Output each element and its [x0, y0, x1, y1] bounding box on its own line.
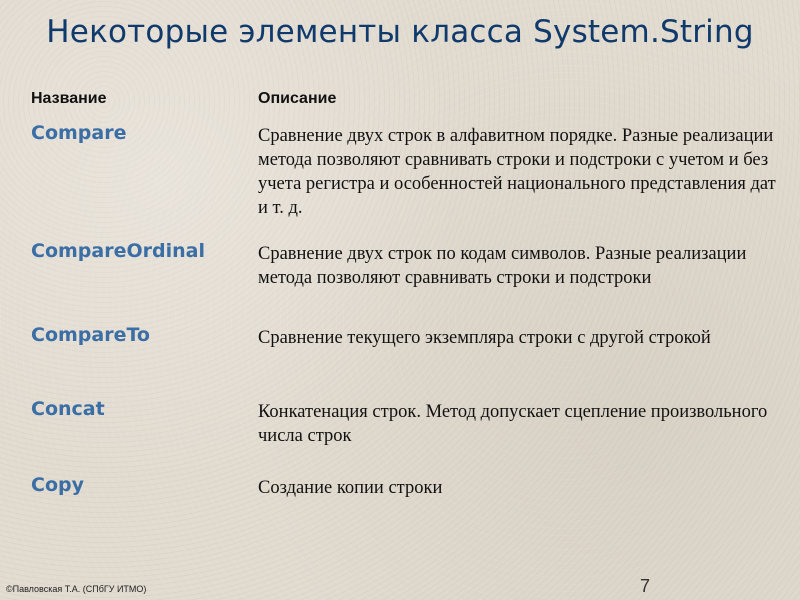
slide-title: Некоторые элементы класса System.String: [46, 14, 754, 50]
method-name: Compare: [31, 122, 127, 144]
page-number: 7: [640, 576, 651, 596]
method-description: Конкатенация строк. Метод допускает сцепление произвольного числа строк: [258, 402, 768, 446]
method-name: CompareOrdinal: [31, 240, 205, 262]
method-description: Создание копии строки: [258, 478, 443, 498]
method-description: Сравнение двух строк по кодам символов. Разные реализации метода позволяют сравнивать строки и подстроки: [258, 244, 747, 288]
method-description: Сравнение текущего экземпляра строки с другой строкой: [258, 328, 711, 348]
method-description: Сравнение двух строк в алфавитном порядке. Разные реализации метода позволяют сравнивать строки и подстроки с учетом и без учета регистра и особенностей национального представления дат и т. д.: [258, 126, 776, 218]
footer-credit: ©Павловская Т.А. (СПбГУ ИТМО): [6, 584, 147, 594]
method-name: Concat: [31, 398, 105, 420]
method-name: CompareTo: [31, 324, 150, 346]
method-name: Copy: [31, 474, 84, 496]
column-header-name: Название: [31, 90, 107, 107]
column-header-description: Описание: [258, 90, 337, 107]
